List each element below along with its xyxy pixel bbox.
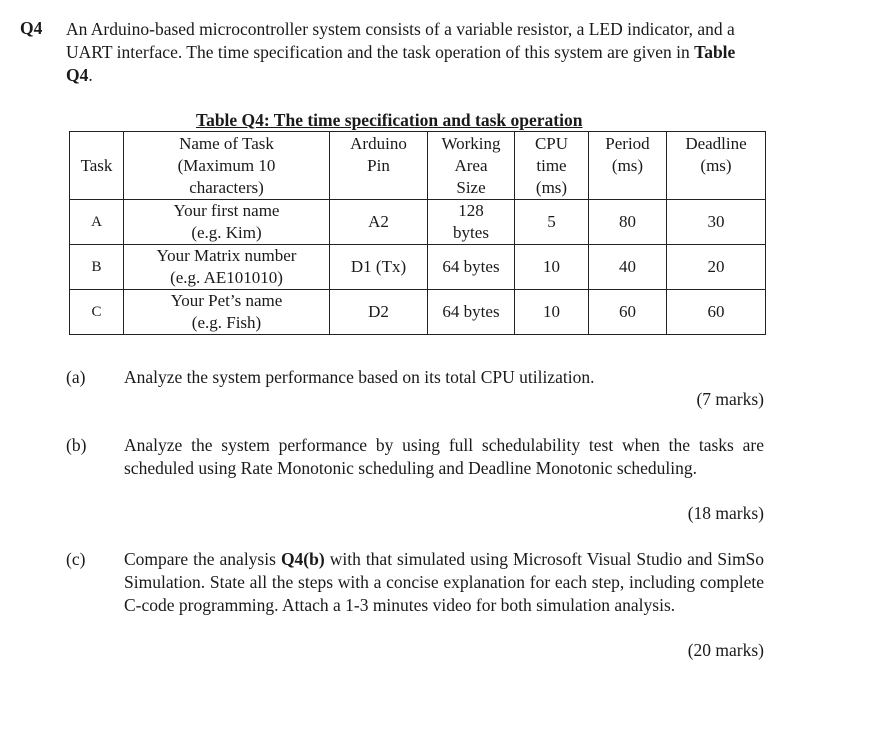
part-b xyxy=(66,434,766,503)
cell-pin: D1 (Tx) xyxy=(330,245,428,290)
spec-table xyxy=(69,131,766,335)
cell-task: C xyxy=(70,290,124,335)
cell-name: Your first name (e.g. Kim) xyxy=(124,200,330,245)
part-c-text: Compare the analysis Q4(b) with that simulated using Microsoft Visual Studio and SimSo Simulation. State all the steps with a concise explanation for each step, including complete C-code programming. Attach a 1-3 minutes video for both simulation analysis. xyxy=(124,549,765,615)
part-b-marks: (18 marks) xyxy=(687,503,764,523)
cell-pin: A2 xyxy=(330,200,428,245)
cell-name: Your Matrix number (e.g. AE101010) xyxy=(124,245,330,290)
cell-period: 40 xyxy=(589,245,667,290)
cell-period: 60 xyxy=(589,290,667,335)
table-header-row xyxy=(70,132,766,200)
header-pin: Arduino Pin xyxy=(330,132,428,200)
cell-period: 80 xyxy=(589,200,667,245)
table-row xyxy=(70,200,766,245)
table-caption: Table Q4: The time specification and task operation xyxy=(196,110,583,130)
intro-table-ref: Table Q4 xyxy=(66,42,736,85)
part-c-label: (c) xyxy=(66,549,86,569)
cell-area: 64 bytes xyxy=(428,290,515,335)
part-c xyxy=(66,548,766,640)
cell-cpu: 10 xyxy=(515,290,589,335)
question-number: Q4 xyxy=(20,18,43,38)
header-area: Working Area Size xyxy=(428,132,515,200)
header-cpu: CPU time (ms) xyxy=(515,132,589,200)
part-b-label: (b) xyxy=(66,435,87,455)
cell-area: 64 bytes xyxy=(428,245,515,290)
part-c-ref: Q4(b) xyxy=(280,549,325,569)
intro-text: An Arduino-based microcontroller system consists of a variable resistor, a LED indicator, and a UART interface. The time specification and the task operation of this system are given in xyxy=(66,19,735,62)
part-a xyxy=(66,366,766,389)
cell-area: 128 bytes xyxy=(428,200,515,245)
cell-task: A xyxy=(70,200,124,245)
cell-cpu: 5 xyxy=(515,200,589,245)
cell-cpu: 10 xyxy=(515,245,589,290)
cell-deadline: 30 xyxy=(667,200,766,245)
question-intro xyxy=(66,18,766,87)
header-task: Task xyxy=(70,132,124,200)
cell-deadline: 60 xyxy=(667,290,766,335)
part-c-marks: (20 marks) xyxy=(687,640,764,660)
cell-deadline: 20 xyxy=(667,245,766,290)
cell-task: B xyxy=(70,245,124,290)
table-row xyxy=(70,245,766,290)
header-period: Period (ms) xyxy=(589,132,667,200)
cell-pin: D2 xyxy=(330,290,428,335)
part-b-text: Analyze the system performance by using full schedulability test when the tasks are scheduled using Rate Monotonic scheduling and Deadline Monotonic scheduling. xyxy=(124,435,764,478)
intro-end: . xyxy=(88,65,93,85)
part-a-marks: (7 marks) xyxy=(696,389,764,409)
part-a-text: Analyze the system performance based on its total CPU utilization. xyxy=(124,367,595,387)
cell-name: Your Pet’s name (e.g. Fish) xyxy=(124,290,330,335)
table-row xyxy=(70,290,766,335)
part-a-label: (a) xyxy=(66,367,86,387)
header-name: Name of Task (Maximum 10 characters) xyxy=(124,132,330,200)
header-deadline: Deadline (ms) xyxy=(667,132,766,200)
